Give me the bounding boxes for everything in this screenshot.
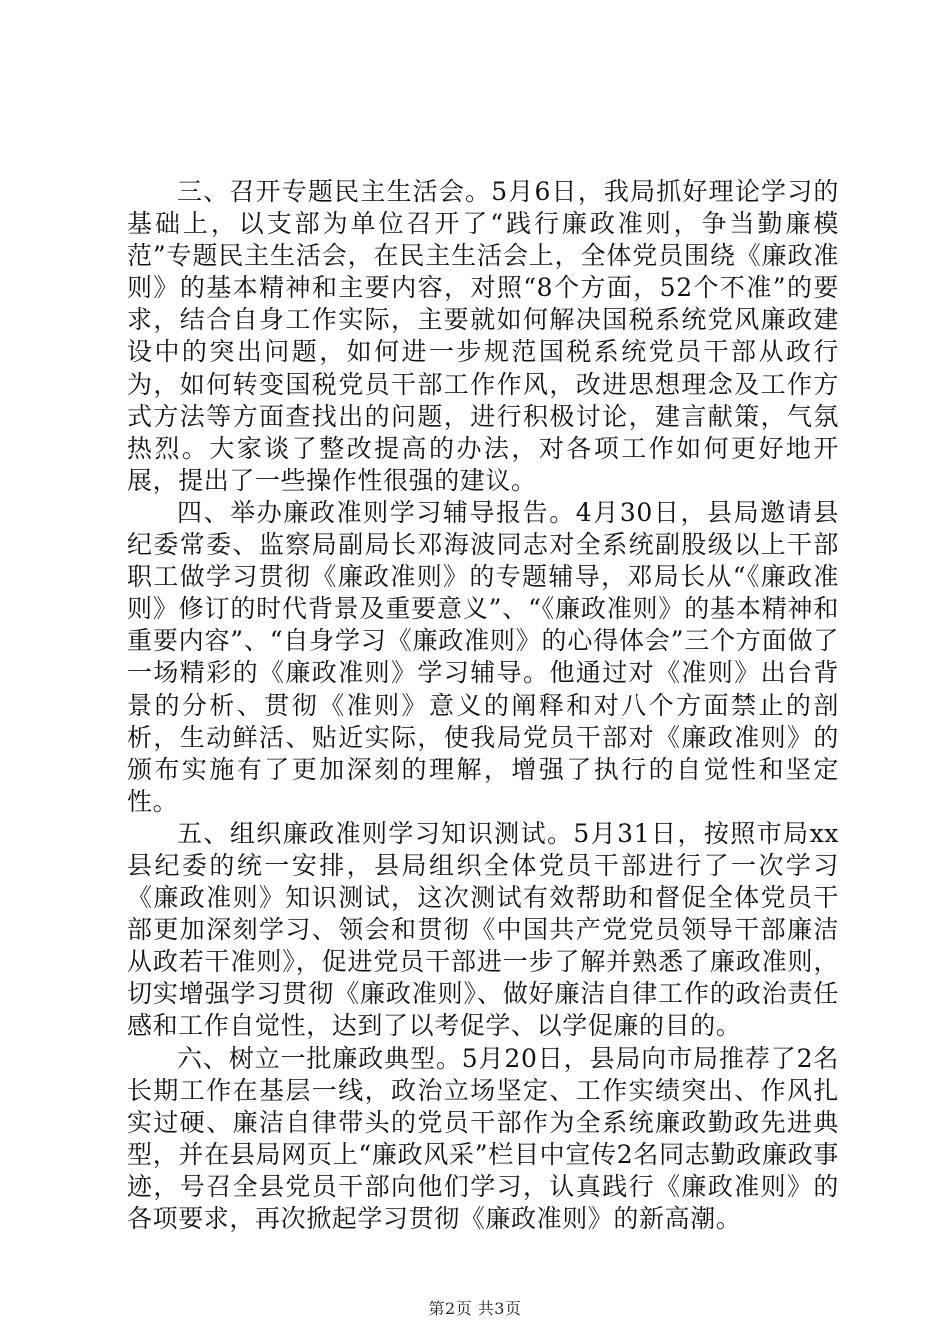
- paragraph-3: 三、召开专题民主生活会。5月6日，我局抓好理论学习的基础上，以支部为单位召开了“践行廉政准则，争当勤廉模范”专题民主生活会，在民主生活会上，全体党员围绕《廉政准则》的基本精神和主要内容，对照“8个方面，52个不准”的要求，结合自身工作实际，主要就如何解决国税系统党风廉政建设中的突出问题，如何进一步规范国税系统党员干部从政行为，如何转变国税党员干部工作作风，改进思想理念及工作方式方法等方面查找出的问题，进行积极讨论，建言献策，气氛热烈。大家谈了整改提高的办法，对各项工作如何更好地开展，提出了一些操作性很强的建议。: [127, 177, 839, 495]
- page-number-footer: 第2页 共3页: [428, 1299, 522, 1318]
- paragraph-4: 四、举办廉政准则学习辅导报告。4月30日，县局邀请县纪委常委、监察局副局长邓海波同志对全系统副股级以上干部职工做学习贯彻《廉政准则》的专题辅导，邓局长从“《廉政准则》修订的时代背景及重要意义”、“《廉政准则》的基本精神和重要内容”、“自身学习《廉政准则》的心得体会”三个方面做了一场精彩的《廉政准则》学习辅导。他通过对《准则》出台背景的分析、贯彻《准则》意义的阐释和对八个方面禁止的剖析，生动鲜活、贴近实际，使我局党员干部对《廉政准则》的颁布实施有了更加深刻的理解，增强了执行的自觉性和坚定性。: [127, 497, 839, 816]
- document-body: [127, 176, 839, 1235]
- paragraph-6: 六、树立一批廉政典型。5月20日，县局向市局推荐了2名长期工作在基层一线，政治立场坚定、工作实绩突出、作风扎实过硬、廉洁自律带头的党员干部作为全系统廉政勤政先进典型，并在县局网页上“廉政风采”栏目中宣传2名同志勤政廉政事迹，号召全县党员干部向他们学习，认真践行《廉政准则》的各项要求，再次掀起学习贯彻《廉政准则》的新高潮。: [127, 1043, 839, 1233]
- paragraph-5: 五、组织廉政准则学习知识测试。5月31日，按照市局xx县纪委的统一安排，县局组织全体党员干部进行了一次学习《廉政准则》知识测试，这次测试有效帮助和督促全体党员干部更加深刻学习、领会和贯彻《中国共产党党员领导干部廉洁从政若干准则》，促进党员干部进一步了解并熟悉了廉政准则，切实增强学习贯彻《廉政准则》、做好廉洁自律工作的政治责任感和工作自觉性，达到了以考促学、以学促廉的目的。: [127, 818, 839, 1041]
